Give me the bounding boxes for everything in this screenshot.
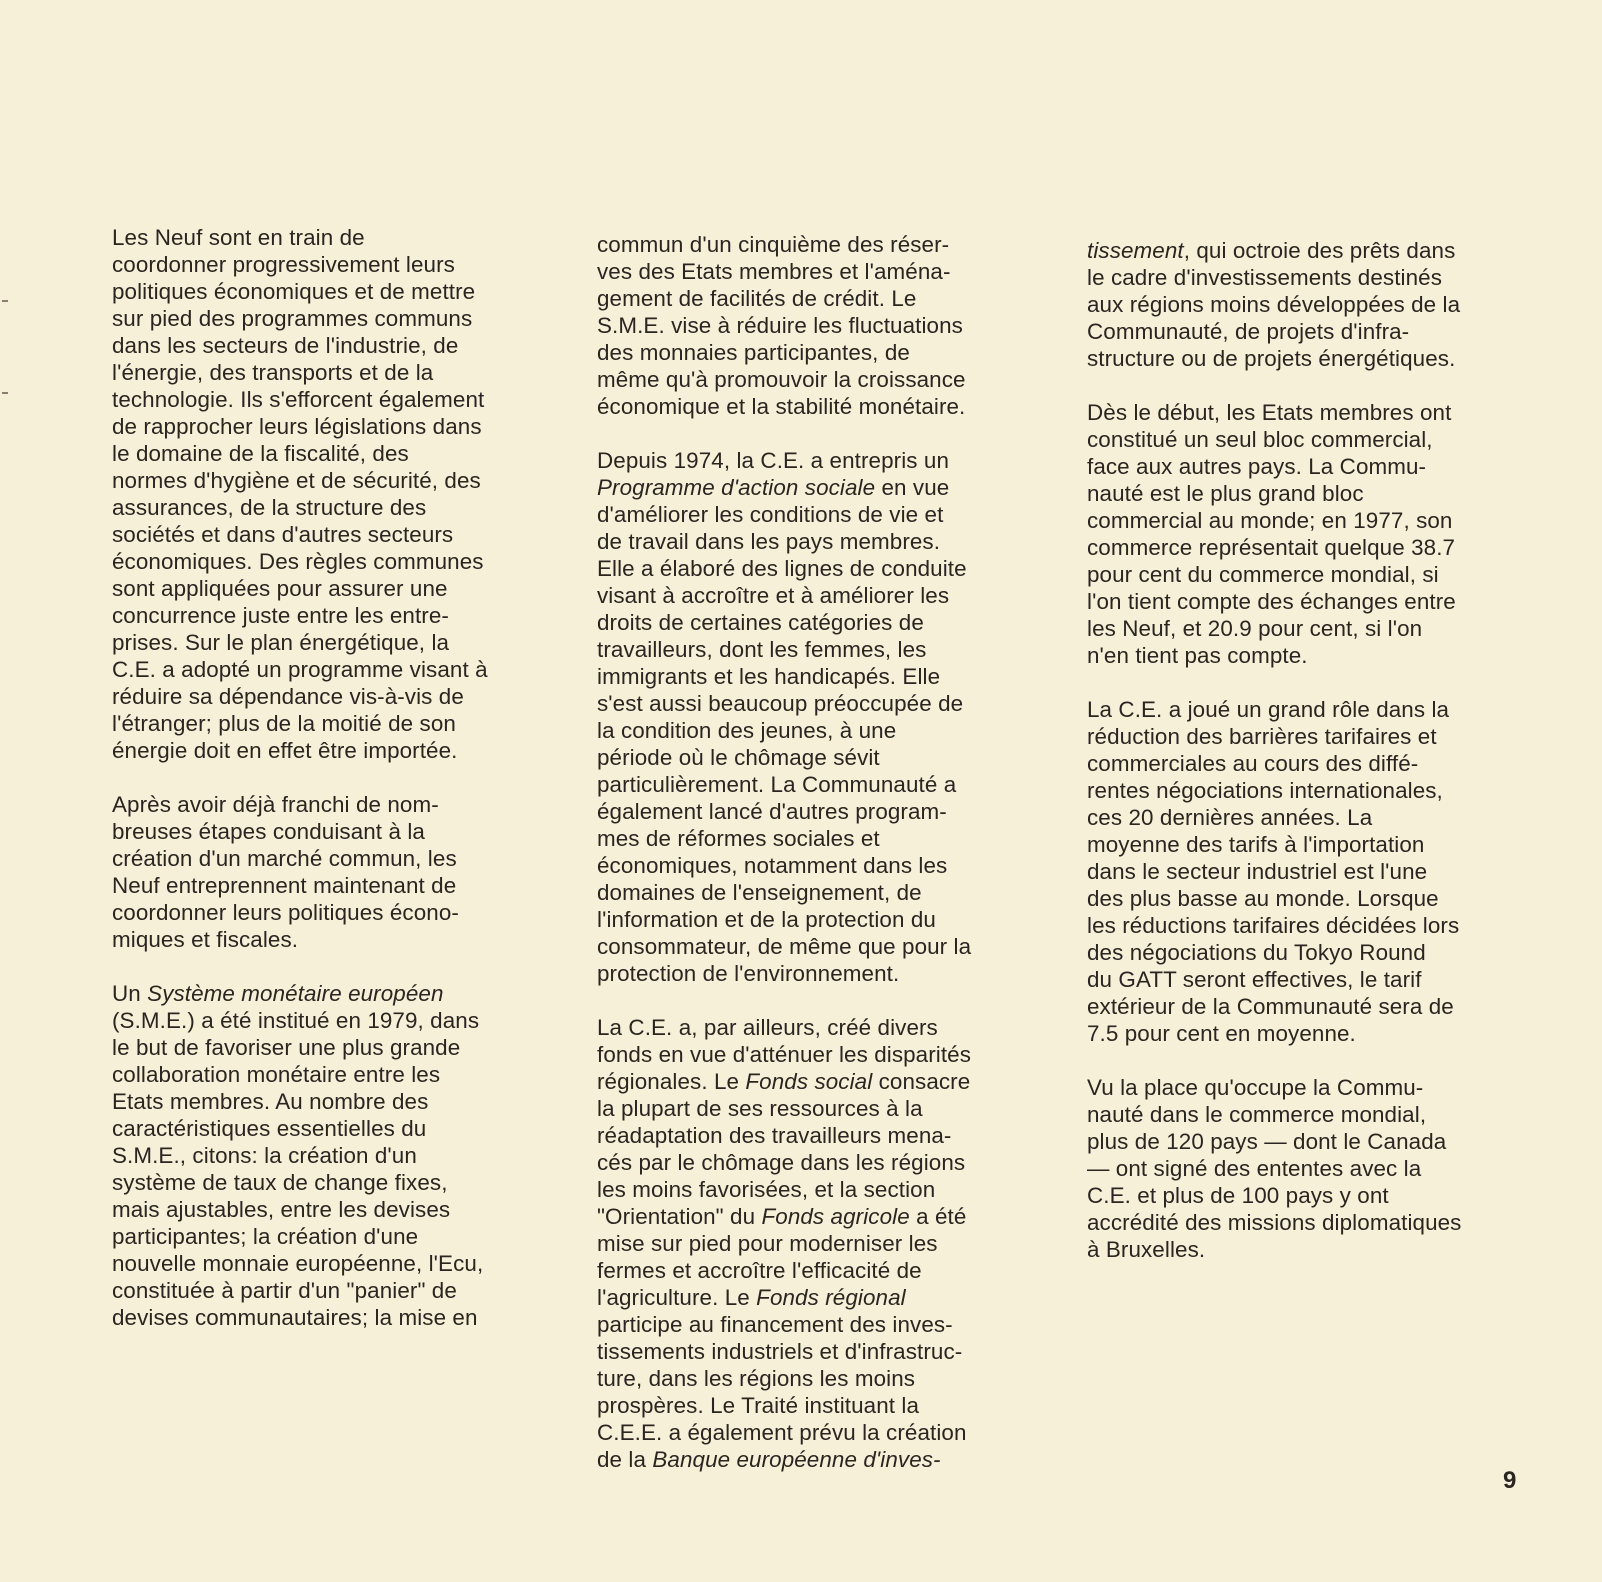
text-segment: d'améliorer les conditions de vie et <box>597 502 944 527</box>
text-line <box>597 1392 1057 1419</box>
text-segment: rentes négociations internationales, <box>1087 778 1443 803</box>
text-segment: commercial au monde; en 1977, son <box>1087 508 1453 533</box>
text-line <box>1087 993 1547 1020</box>
text-line <box>597 1095 1057 1122</box>
text-segment: 7.5 pour cent en moyenne. <box>1087 1021 1356 1046</box>
text-line <box>112 899 572 926</box>
text-line <box>597 1365 1057 1392</box>
text-segment: l'information et de la protection du <box>597 907 936 932</box>
text-line <box>112 278 572 305</box>
text-segment: Neuf entreprennent maintenant de <box>112 873 457 898</box>
text-segment: commerce représentait quelque 38.7 <box>1087 535 1456 560</box>
text-line <box>597 1257 1057 1284</box>
text-segment: aux régions moins développées de la <box>1087 292 1461 317</box>
text-line <box>597 1149 1057 1176</box>
text-segment: économiques, notamment dans les <box>597 853 948 878</box>
text-line <box>1087 1128 1547 1155</box>
text-line <box>1087 750 1547 777</box>
text-segment: politiques économiques et de mettre <box>112 279 476 304</box>
text-line <box>597 1446 1057 1473</box>
text-line <box>1087 912 1547 939</box>
text-line <box>597 447 1057 474</box>
text-segment: les Neuf, et 20.9 pour cent, si l'on <box>1087 616 1423 641</box>
text-line <box>597 771 1057 798</box>
text-segment: constitué un seul bloc commercial, <box>1087 427 1433 452</box>
text-segment: travailleurs, dont les femmes, les <box>597 637 927 662</box>
text-line <box>597 1041 1057 1068</box>
text-line <box>1087 345 1547 372</box>
text-segment: visant à accroître et à améliorer les <box>597 583 950 608</box>
text-line <box>112 467 572 494</box>
text-line <box>112 602 572 629</box>
text-segment: nauté dans le commerce mondial, <box>1087 1102 1427 1127</box>
text-segment: gement de facilités de crédit. Le <box>597 286 917 311</box>
text-line <box>112 332 572 359</box>
text-segment: C.E. a adopté un programme visant à <box>112 657 488 682</box>
text-line <box>597 285 1057 312</box>
text-line <box>112 521 572 548</box>
text-line <box>112 305 572 332</box>
text-segment: nauté est le plus grand bloc <box>1087 481 1364 506</box>
text-line <box>597 744 1057 771</box>
text-line <box>112 845 572 872</box>
text-line <box>597 690 1057 717</box>
text-segment: mes de réformes sociales et <box>597 826 880 851</box>
text-segment: régionales. Le <box>597 1069 746 1094</box>
text-segment: miques et fiscales. <box>112 927 299 952</box>
text-line <box>112 629 572 656</box>
text-segment: en vue <box>875 475 950 500</box>
text-segment: réduire sa dépendance vis-à-vis de <box>112 684 464 709</box>
text-line <box>112 926 572 953</box>
text-segment: Vu la place qu'occupe la Commu- <box>1087 1075 1424 1100</box>
text-line <box>1087 1155 1547 1182</box>
text-line <box>112 413 572 440</box>
text-segment: Communauté, de projets d'infra- <box>1087 319 1410 344</box>
text-segment: du GATT seront effectives, le tarif <box>1087 967 1422 992</box>
text-line <box>112 1250 572 1277</box>
text-line <box>112 1088 572 1115</box>
text-line <box>1087 1182 1547 1209</box>
text-segment: période où le chômage sévit <box>597 745 880 770</box>
text-segment: commerciales au cours des diffé- <box>1087 751 1419 776</box>
text-segment: nouvelle monnaie européenne, l'Ecu, <box>112 1251 484 1276</box>
text-segment: commun d'un cinquième des réser- <box>597 232 950 257</box>
text-line <box>112 980 572 1007</box>
text-line <box>1087 696 1547 723</box>
text-line <box>597 1284 1057 1311</box>
text-segment: également lancé d'autres program- <box>597 799 947 824</box>
text-segment: dans les secteurs de l'industrie, de <box>112 333 459 358</box>
text-line <box>597 960 1057 987</box>
paragraph-gap <box>597 987 1057 1014</box>
text-line <box>112 1196 572 1223</box>
text-segment: n'en tient pas compte. <box>1087 643 1308 668</box>
text-line <box>1087 1236 1547 1263</box>
text-segment: collaboration monétaire entre les <box>112 1062 441 1087</box>
text-segment: moyenne des tarifs à l'importation <box>1087 832 1425 857</box>
text-segment: ces 20 dernières années. La <box>1087 805 1373 830</box>
text-segment: , qui octroie des prêts dans <box>1183 238 1456 263</box>
text-segment: de la <box>597 1447 653 1472</box>
text-line <box>597 1311 1057 1338</box>
text-line <box>112 683 572 710</box>
text-line <box>1087 291 1547 318</box>
text-segment: constituée à partir d'un "panier" de <box>112 1278 457 1303</box>
text-segment: système de taux de change fixes, <box>112 1170 448 1195</box>
text-segment: des plus basse au monde. Lorsque <box>1087 886 1439 911</box>
paragraph-gap <box>1087 669 1547 696</box>
text-line <box>112 359 572 386</box>
text-segment: sociétés et dans d'autres secteurs <box>112 522 454 547</box>
text-segment: structure ou de projets énergétiques. <box>1087 346 1456 371</box>
text-line <box>112 737 572 764</box>
text-segment: concurrence juste entre les entre- <box>112 603 449 628</box>
text-line <box>112 494 572 521</box>
text-line <box>1087 858 1547 885</box>
text-line <box>597 393 1057 420</box>
text-segment: l'énergie, des transports et de la <box>112 360 434 385</box>
text-segment: énergie doit en effet être importée. <box>112 738 458 763</box>
text-segment: sont appliquées pour assurer une <box>112 576 448 601</box>
italic-text: Fonds régional <box>756 1285 906 1310</box>
text-line <box>1087 885 1547 912</box>
text-segment: réadaptation des travailleurs mena- <box>597 1123 952 1148</box>
text-segment: le but de favoriser une plus grande <box>112 1035 461 1060</box>
italic-text: Fonds agricole <box>761 1204 910 1229</box>
text-segment: accrédité des missions diplomatiques <box>1087 1210 1462 1235</box>
text-line <box>597 555 1057 582</box>
paragraph-gap <box>1087 1047 1547 1074</box>
text-segment: réduction des barrières tarifaires et <box>1087 724 1437 749</box>
italic-text: Fonds social <box>745 1069 873 1094</box>
text-segment: (S.M.E.) a été institué en 1979, dans <box>112 1008 480 1033</box>
text-line <box>112 710 572 737</box>
text-segment: l'on tient compte des échanges entre <box>1087 589 1456 614</box>
text-segment: Etats membres. Au nombre des <box>112 1089 429 1114</box>
text-line <box>112 548 572 575</box>
text-line <box>597 1122 1057 1149</box>
text-line <box>112 1169 572 1196</box>
text-line <box>1087 399 1547 426</box>
text-line <box>112 224 572 251</box>
text-line <box>597 636 1057 663</box>
text-line <box>597 879 1057 906</box>
binding-mark <box>2 300 8 302</box>
text-line <box>597 582 1057 609</box>
text-segment: prospères. Le Traité instituant la <box>597 1393 920 1418</box>
text-segment: de travail dans les pays membres. <box>597 529 941 554</box>
text-segment: économiques. Des règles communes <box>112 549 484 574</box>
text-line <box>1087 777 1547 804</box>
text-segment: la plupart de ses ressources à la <box>597 1096 923 1121</box>
text-line <box>597 852 1057 879</box>
text-segment: Dès le début, les Etats membres ont <box>1087 400 1452 425</box>
text-segment: même qu'à promouvoir la croissance <box>597 367 966 392</box>
text-line <box>1087 1074 1547 1101</box>
text-segment: — ont signé des ententes avec la <box>1087 1156 1422 1181</box>
text-line <box>597 906 1057 933</box>
text-segment: protection de l'environnement. <box>597 961 900 986</box>
text-segment: S.M.E. vise à réduire les fluctuations <box>597 313 963 338</box>
text-line <box>112 1223 572 1250</box>
text-segment: de rapprocher leurs législations dans <box>112 414 482 439</box>
page-number: 9 <box>1503 1467 1517 1494</box>
text-line <box>112 791 572 818</box>
text-segment: normes d'hygiène et de sécurité, des <box>112 468 481 493</box>
text-line <box>112 1007 572 1034</box>
text-column-2 <box>597 231 1057 1473</box>
text-segment: ture, dans les régions les moins <box>597 1366 916 1391</box>
text-line <box>597 501 1057 528</box>
italic-text: Système monétaire européen <box>147 981 444 1006</box>
italic-text: tissement <box>1087 238 1184 263</box>
text-line <box>597 258 1057 285</box>
text-line <box>1087 426 1547 453</box>
text-line <box>1087 1020 1547 1047</box>
text-line <box>1087 831 1547 858</box>
text-line <box>112 1304 572 1331</box>
text-segment: Elle a élaboré des lignes de conduite <box>597 556 967 581</box>
text-segment: le cadre d'investissements destinés <box>1087 265 1443 290</box>
text-segment: des monnaies participantes, de <box>597 340 910 365</box>
paragraph-gap <box>112 764 572 791</box>
text-line <box>112 1061 572 1088</box>
text-segment: participe au financement des inves- <box>597 1312 953 1337</box>
text-segment: des négociations du Tokyo Round <box>1087 940 1426 965</box>
text-segment: coordonner leurs politiques écono- <box>112 900 459 925</box>
text-segment: Après avoir déjà franchi de nom- <box>112 792 439 817</box>
text-segment: le domaine de la fiscalité, des <box>112 441 409 466</box>
text-line <box>112 1142 572 1169</box>
text-line <box>1087 615 1547 642</box>
text-segment: immigrants et les handicapés. Elle <box>597 664 941 689</box>
text-segment: a été <box>909 1204 967 1229</box>
text-segment: coordonner progressivement leurs <box>112 252 455 277</box>
text-segment: La C.E. a, par ailleurs, créé divers <box>597 1015 938 1040</box>
paragraph-gap <box>597 420 1057 447</box>
text-line <box>1087 804 1547 831</box>
binding-mark <box>2 392 8 394</box>
text-line <box>597 474 1057 501</box>
text-segment: domaines de l'enseignement, de <box>597 880 922 905</box>
text-segment: la condition des jeunes, à une <box>597 718 897 743</box>
text-segment: Un <box>112 981 148 1006</box>
text-line <box>1087 237 1547 264</box>
text-line <box>597 1419 1057 1446</box>
text-segment: S.M.E., citons: la création d'un <box>112 1143 417 1168</box>
text-segment: s'est aussi beaucoup préoccupée de <box>597 691 964 716</box>
text-segment: tissements industriels et d'infrastruc- <box>597 1339 963 1364</box>
text-line <box>597 231 1057 258</box>
text-segment: l'étranger; plus de la moitié de son <box>112 711 456 736</box>
text-segment: mise sur pied pour moderniser les <box>597 1231 938 1256</box>
text-segment: droits de certaines catégories de <box>597 610 924 635</box>
text-line <box>597 1176 1057 1203</box>
text-segment: consacre <box>872 1069 971 1094</box>
text-line <box>597 798 1057 825</box>
text-line <box>597 1230 1057 1257</box>
text-line <box>597 1068 1057 1095</box>
text-line <box>1087 561 1547 588</box>
text-line <box>597 663 1057 690</box>
text-segment: économique et la stabilité monétaire. <box>597 394 966 419</box>
text-column-3 <box>1087 237 1547 1263</box>
text-segment: les moins favorisées, et la section <box>597 1177 936 1202</box>
text-line <box>1087 507 1547 534</box>
text-line <box>112 656 572 683</box>
text-line <box>1087 966 1547 993</box>
text-line <box>112 872 572 899</box>
text-segment: participantes; la création d'une <box>112 1224 419 1249</box>
text-segment: l'agriculture. Le <box>597 1285 757 1310</box>
text-segment: particulièrement. La Communauté a <box>597 772 957 797</box>
italic-text: Programme d'action sociale <box>597 475 876 500</box>
text-segment: dans le secteur industriel est l'une <box>1087 859 1428 884</box>
text-line <box>1087 318 1547 345</box>
text-segment: technologie. Ils s'efforcent également <box>112 387 485 412</box>
text-line <box>1087 723 1547 750</box>
text-line <box>1087 1101 1547 1128</box>
text-segment: face aux autres pays. La Commu- <box>1087 454 1427 479</box>
text-segment: création d'un marché commun, les <box>112 846 457 871</box>
text-segment: mais ajustables, entre les devises <box>112 1197 451 1222</box>
text-column-1 <box>112 224 572 1331</box>
text-line <box>1087 939 1547 966</box>
text-line <box>1087 1209 1547 1236</box>
text-segment: La C.E. a joué un grand rôle dans la <box>1087 697 1450 722</box>
text-segment: prises. Sur le plan énergétique, la <box>112 630 450 655</box>
text-segment: extérieur de la Communauté sera de <box>1087 994 1454 1019</box>
text-line <box>597 609 1057 636</box>
text-line <box>597 717 1057 744</box>
text-line <box>597 312 1057 339</box>
text-line <box>1087 588 1547 615</box>
text-line <box>597 825 1057 852</box>
text-line <box>1087 264 1547 291</box>
paragraph-gap <box>112 953 572 980</box>
text-segment: les réductions tarifaires décidées lors <box>1087 913 1460 938</box>
text-segment: à Bruxelles. <box>1087 1237 1206 1262</box>
text-line <box>1087 480 1547 507</box>
text-line <box>597 339 1057 366</box>
text-line <box>1087 453 1547 480</box>
text-line <box>112 575 572 602</box>
paragraph-gap <box>1087 372 1547 399</box>
text-segment: caractéristiques essentielles du <box>112 1116 427 1141</box>
text-line <box>1087 534 1547 561</box>
text-line <box>597 366 1057 393</box>
text-line <box>597 1203 1057 1230</box>
text-segment: plus de 120 pays — dont le Canada <box>1087 1129 1447 1154</box>
text-line <box>112 251 572 278</box>
text-line <box>597 933 1057 960</box>
text-segment: Depuis 1974, la C.E. a entrepris un <box>597 448 949 473</box>
text-line <box>112 386 572 413</box>
text-segment: pour cent du commerce mondial, si <box>1087 562 1439 587</box>
text-segment: fonds en vue d'atténuer les disparités <box>597 1042 972 1067</box>
text-line <box>597 1338 1057 1365</box>
text-segment: fermes et accroître l'efficacité de <box>597 1258 922 1283</box>
text-line <box>112 1277 572 1304</box>
text-line <box>112 440 572 467</box>
text-segment: Les Neuf sont en train de <box>112 225 365 250</box>
text-segment: assurances, de la structure des <box>112 495 427 520</box>
italic-text: Banque européenne d'inves- <box>652 1447 941 1472</box>
text-segment: "Orientation" du <box>597 1204 762 1229</box>
text-segment: cés par le chômage dans les régions <box>597 1150 966 1175</box>
text-line <box>112 1115 572 1142</box>
text-segment: devises communautaires; la mise en <box>112 1305 478 1330</box>
text-segment: sur pied des programmes communs <box>112 306 473 331</box>
text-segment: C.E.E. a également prévu la création <box>597 1420 967 1445</box>
text-line <box>597 528 1057 555</box>
text-line <box>112 1034 572 1061</box>
text-line <box>1087 642 1547 669</box>
text-line <box>112 818 572 845</box>
text-segment: consommateur, de même que pour la <box>597 934 972 959</box>
text-segment: ves des Etats membres et l'aména- <box>597 259 951 284</box>
text-segment: C.E. et plus de 100 pays y ont <box>1087 1183 1389 1208</box>
text-segment: breuses étapes conduisant à la <box>112 819 425 844</box>
text-line <box>597 1014 1057 1041</box>
